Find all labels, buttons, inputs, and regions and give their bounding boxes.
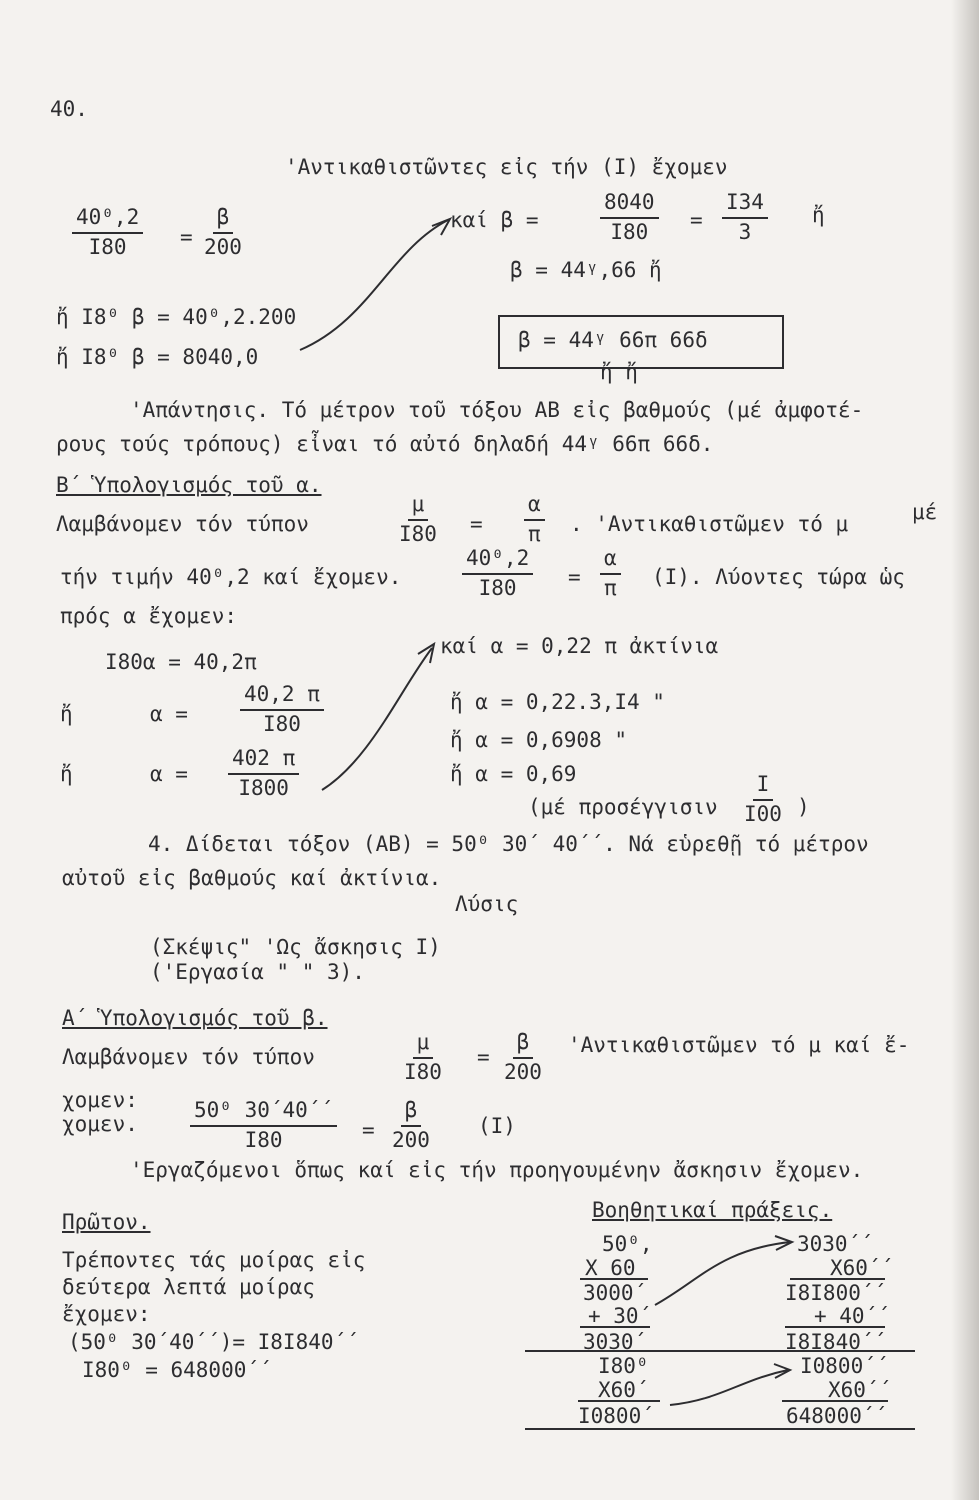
aux-value: Ι8Ι800΄΄ <box>785 1281 887 1305</box>
text-line: 'Εργαζόμενοι ὅπως καί εἰς τήν προηγουμένην ἄσκησιν ἔχομεν. <box>130 1158 864 1182</box>
text-line: ἤ ἤ <box>600 360 638 384</box>
fraction: $\frac{\alpha}{\pi}$ <box>524 492 545 547</box>
section-heading: Πρῶτον. <box>62 1210 151 1234</box>
aux-value: 3000΄ <box>583 1281 647 1305</box>
aux-value: 3030΄ <box>583 1330 647 1354</box>
fraction: $\frac{\mu}{I80}$ <box>404 1030 442 1084</box>
text-line: ἤ Ι8⁰ β = 40⁰,2.200 <box>56 305 297 329</box>
eta-symbol: ἤ <box>60 762 73 786</box>
fraction: $\frac{8040}{I80}$ <box>600 190 659 245</box>
aux-value: Χ 60 <box>585 1256 636 1280</box>
text-line: Λαμβάνομεν τόν τύπον <box>62 1045 315 1069</box>
aux-value: 3030΄΄ <box>797 1232 873 1256</box>
fraction: $\frac{\text{50⁰ 30΄40΄΄}}{I80}$ <box>190 1098 337 1153</box>
text-line: 'Αντικαθιστῶμεν τό μ καί ἔ- <box>568 1033 910 1057</box>
text-line: τήν τιμήν 40⁰,2 καί ἔχομεν. <box>60 565 402 589</box>
exercise-heading: 4. Δίδεται τόξον (ΑΒ) = 50⁰ 30΄ 40΄΄. Νά εὑρεθῇ τό μέτρον <box>148 832 869 856</box>
text-line: Ι80α = 40,2π <box>105 650 257 674</box>
equals-sign: = <box>470 512 483 536</box>
text-line: ἤ α = 0,6908 " <box>450 728 628 752</box>
fraction: $\frac{\text{40⁰,2}}{I80}$ <box>72 205 143 260</box>
text-line: (μέ προσέγγισιν <box>528 795 718 819</box>
text-line: (Σκέψις" 'Ως ἄσκησις Ι) <box>150 935 441 959</box>
fraction: $\frac{\beta}{200}$ <box>204 205 242 259</box>
text-line: ἔχομεν: <box>62 1302 151 1326</box>
section-heading: Α΄ Ὑπολογισμός τοῦ β. <box>62 1006 328 1030</box>
text-line: πρός α ἔχομεν: <box>60 604 238 628</box>
equals-sign: = <box>568 565 581 589</box>
text-line: α = <box>150 702 188 726</box>
equals-sign: = <box>690 208 703 232</box>
aux-value: Ι8Ι840΄΄ <box>785 1330 887 1354</box>
fraction: $\frac{402 \pi}{I800}$ <box>228 746 299 801</box>
equals-sign: = <box>362 1118 375 1142</box>
text-line: χομεν: <box>62 1088 138 1112</box>
fraction: $\frac{\alpha}{\pi}$ <box>600 546 621 601</box>
text-line: ἤ Ι8⁰ β = 8040,0 <box>56 345 259 369</box>
text-line: 'Αντικαθιστῶντες εἰς τήν (Ι) ἔχομεν <box>285 155 728 179</box>
text-line: καί β = <box>450 208 539 232</box>
text-line: . 'Αντικαθιστῶμεν τό μ <box>570 512 849 536</box>
section-heading: Β΄ Ὑπολογισμός τοῦ α. <box>56 473 322 497</box>
aux-value: Ι80⁰ <box>598 1354 649 1378</box>
text-line: α = <box>150 762 188 786</box>
aux-value: Ι0800΄ <box>578 1404 654 1428</box>
aux-value: 50⁰, <box>602 1232 653 1256</box>
text-line: ἤ α = 0,22.3,Ι4 " <box>450 690 665 714</box>
text-line: μέ <box>912 500 938 524</box>
fraction: $\frac{\mu}{I80}$ <box>399 492 437 546</box>
aux-value: + 30΄ <box>588 1304 652 1328</box>
equals-sign: = <box>477 1045 490 1069</box>
fraction: $\frac{\text{40⁰,2}}{I80}$ <box>462 546 533 601</box>
text-line: Ι80⁰ = 648000΄΄ <box>82 1358 272 1382</box>
page-number: 40. <box>50 97 88 121</box>
equals-sign: = <box>180 225 193 249</box>
fraction: $\frac{I}{I00}$ <box>744 772 782 826</box>
fraction: $\frac{40,2 \pi}{I80}$ <box>240 682 324 737</box>
aux-value: Χ60΄ <box>598 1378 649 1402</box>
text-line: Λύσις <box>455 892 519 916</box>
text-line: (Ι). Λύοντες τώρα ὡς <box>652 565 905 589</box>
boxed-result-text: β = 44ᵞ 66π 66δ <box>518 328 708 352</box>
text-line: Λαμβάνομεν τόν τύπον <box>56 512 309 536</box>
text-line: 'Απάντησις. Τό μέτρον τοῦ τόξου ΑΒ εἰς βαθμούς (μέ ἀμφοτέ- <box>130 398 864 422</box>
eta-symbol: ἤ <box>60 702 73 726</box>
text-line: χομεν. <box>62 1112 138 1136</box>
aux-heading: Βοηθητικαί πράξεις. <box>592 1198 833 1222</box>
fraction: $\frac{\beta}{200}$ <box>392 1098 430 1152</box>
text-line: ἤ α = 0,69 <box>450 762 577 786</box>
text-line: αὐτοῦ εἰς βαθμούς καί ἀκτίνια. <box>62 866 442 890</box>
text-line: ρους τούς τρόπους) εἶναι τό αὐτό δηλαδή 44ᵞ 66π 66δ. <box>56 432 714 456</box>
text-line: καί α = 0,22 π ἀκτίνια <box>440 634 719 658</box>
aux-value: Ι0800΄΄ <box>800 1354 889 1378</box>
aux-value: Χ60΄΄ <box>828 1378 892 1402</box>
aux-value: 648000΄΄ <box>786 1404 888 1428</box>
fraction: $\frac{\beta}{200}$ <box>504 1030 542 1084</box>
text-line: Τρέποντες τάς μοίρας εἰς <box>62 1248 366 1272</box>
text-line: ἤ <box>812 203 825 227</box>
aux-value: + 40΄΄ <box>814 1304 890 1328</box>
text-line: ('Εργασία " " 3). <box>150 960 365 984</box>
text-line: β = 44ᵞ,66 ἤ <box>510 258 662 282</box>
text-line: ) <box>797 795 810 819</box>
aux-value: Χ60΄΄ <box>830 1256 894 1280</box>
text-line: δεύτερα λεπτά μοίρας <box>62 1275 315 1299</box>
fraction: $\frac{I34}{3}$ <box>722 190 768 245</box>
text-line: (50⁰ 30΄40΄΄)= Ι8Ι840΄΄ <box>68 1330 359 1354</box>
text-line: (Ι) <box>478 1114 516 1138</box>
